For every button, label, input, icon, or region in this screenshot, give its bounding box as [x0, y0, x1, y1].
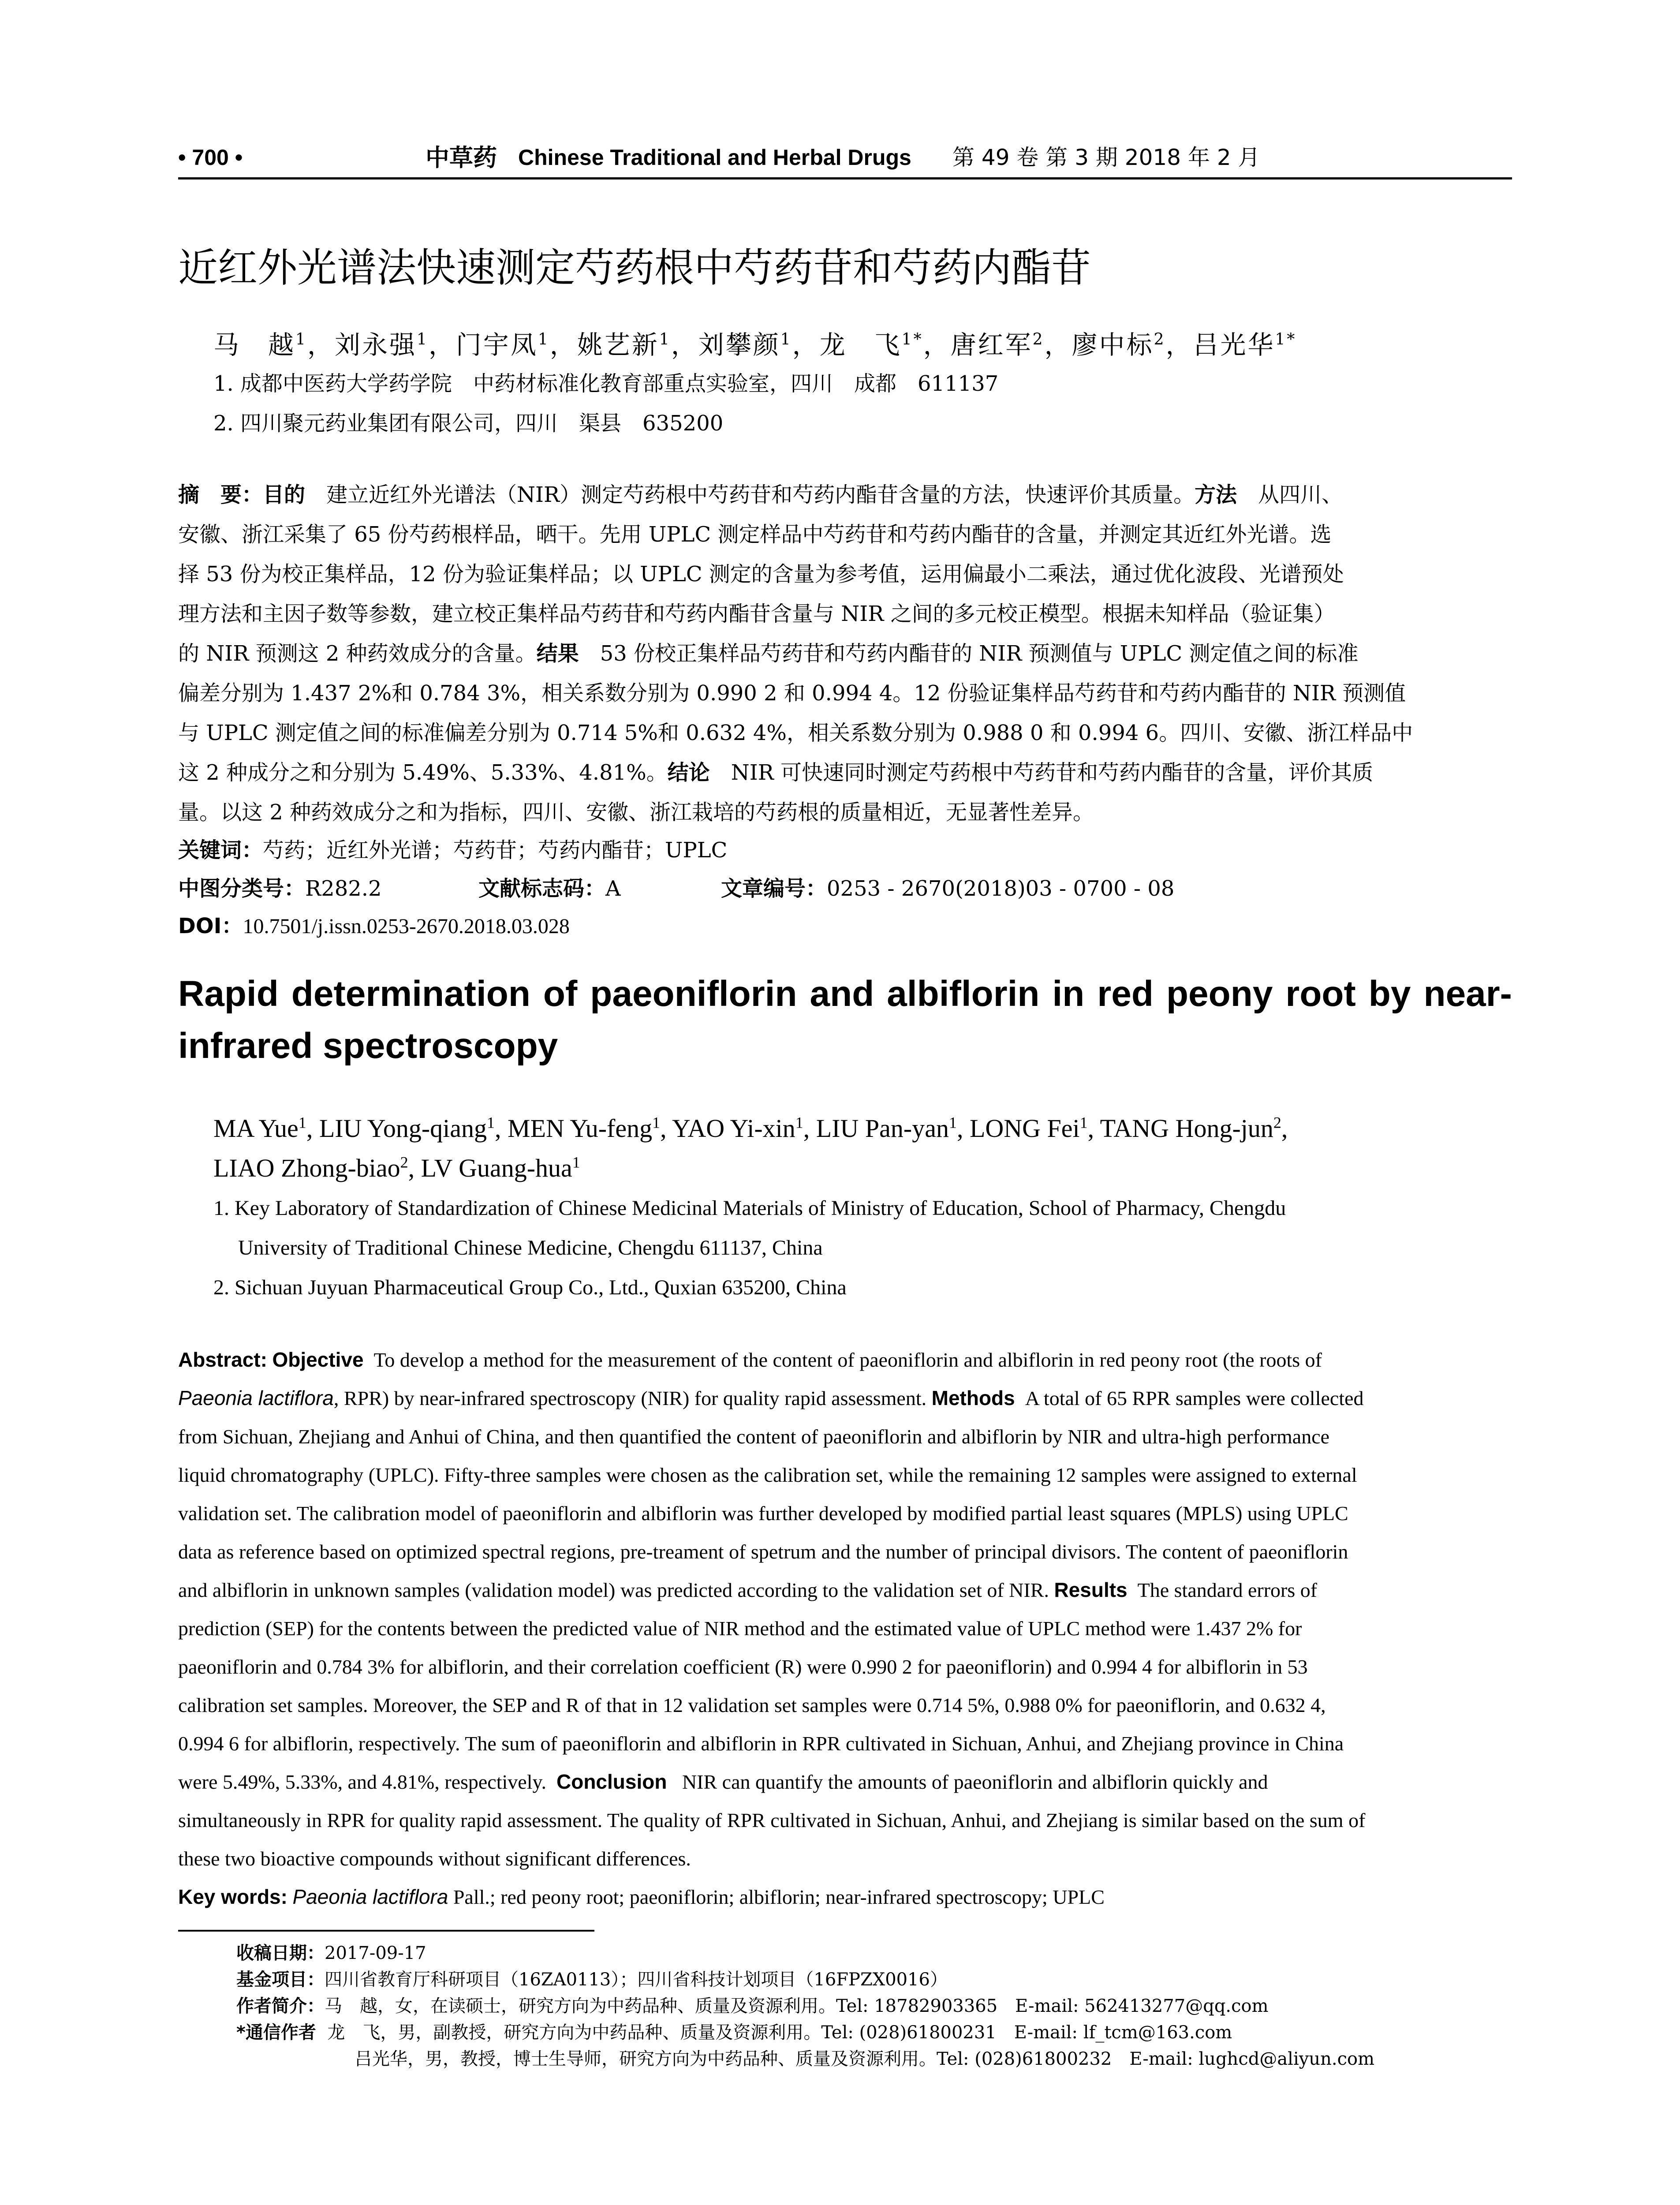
author-en: MEN Yu-feng$^1$ — [508, 1114, 661, 1143]
footnote-author: 作者简介：马 越，女，在读硕士，研究方向为中药品种、质量及资源利用。Tel: 18782903365 E-mail: 562413277@qq.com — [236, 1996, 1269, 2016]
abstract-en-line-12: were 5.49%, 5.33%, and 4.81%, respectively. Conclusion NIR can quantify the amounts of paeoniflorin and albiflorin quickly and — [178, 1770, 1268, 1793]
keywords-en: Key words: Paeonia lactiflora Pall.; red peony root; paeoniflorin; albiflorin; near-infrared spectroscopy; UPLC — [178, 1885, 1105, 1908]
journal-issue: 第 49 卷 第 3 期 2018 年 2 月 — [952, 145, 1260, 170]
journal-name: Chinese Traditional and Herbal Drugs — [518, 145, 911, 170]
abstract-en-line-13: simultaneously in RPR for quality rapid assessment. The quality of RPR cultivated in Sichuan, Anhui, and Zhejiang is similar based on the sum of — [178, 1809, 1366, 1831]
abstract-en-label: Abstract: — [178, 1348, 267, 1371]
abstract-en-line-4: liquid chromatography (UPLC). Fifty-three samples were chosen as the calibration set, while the remaining 12 samples were assigned to external — [178, 1464, 1357, 1486]
abstract-en-line-11: 0.994 6 for albiflorin, respectively. The sum of paeoniflorin and albiflorin in RPR cultivated in Sichuan, Anhui, and Zhejiang province in China — [178, 1732, 1344, 1755]
author-cn: 门宇凤$^1$ — [455, 330, 550, 360]
author-en: MA Yue$^1$ — [213, 1114, 306, 1143]
methods-cn-label: 方法 — [1195, 482, 1237, 507]
affiliation-en-1-cont: University of Traditional Chinese Medicine, Chengdu 611137, China — [238, 1236, 823, 1259]
abstract-cn-line-1: 摘 要：目的 建立近红外光谱法（NIR）测定芍药根中芍药苷和芍药内酯苷含量的方法，快速评价其质量。方法 从四川、 — [178, 482, 1343, 507]
abstract-en-line-10: calibration set samples. Moreover, the SEP and R of that in 12 validation set samples were 0.714 5%, 0.988 0% for paeoniflorin, and 0.632 4, — [178, 1694, 1326, 1716]
header-rule — [178, 177, 1512, 179]
author-cn: 廖中标$^2$ — [1071, 330, 1166, 360]
author-en: YAO Yi-xin$^1$ — [672, 1114, 803, 1143]
footnote-received: 收稿日期：2017-09-17 — [236, 1943, 426, 1963]
abstract-cn-line-6: 偏差分别为 1.437 2%和 0.784 3%，相关系数分别为 0.990 2 和 0.994 4。12 份验证集样品芍药苷和芍药内酯苷的 NIR 预测值 — [178, 681, 1406, 706]
footnote-fund: 基金项目：四川省教育厅科研项目（16ZA0113）；四川省科技计划项目（16FPZX0016） — [236, 1970, 948, 1990]
results-cn-label: 结果 — [536, 641, 579, 666]
abstract-cn-line-5: 的 NIR 预测这 2 种药效成分的含量。结果 53 份校正集样品芍药苷和芍药内酯苷的 NIR 预测值与 UPLC 测定值之间的标准 — [178, 641, 1359, 666]
article-number: 文章编号：0253 - 2670(2018)03 - 0700 - 08 — [721, 876, 1175, 901]
page-number: • 700 • — [178, 145, 243, 170]
objective-en-label: Objective — [272, 1348, 364, 1371]
keywords-cn: 关键词：芍药；近红外光谱；芍药苷；芍药内酯苷；UPLC — [178, 838, 728, 863]
author-cn: 刘永强$^1$ — [334, 330, 429, 360]
results-en-label: Results — [1054, 1578, 1127, 1601]
abstract-en-line-8: prediction (SEP) for the contents between the predicted value of NIR method and the estimated value of UPLC method were 1.437 2% for — [178, 1617, 1302, 1640]
footnote-corresponding-2: 吕光华，男，教授，博士生导师，研究方向为中药品种、质量及资源利用。Tel: (028)61800232 E-mail: lughcd@aliyun.com — [355, 2049, 1375, 2069]
objective-cn-label: 目的 — [263, 482, 306, 507]
footnote-corresponding: *通信作者 龙 飞，男，副教授，研究方向为中药品种、质量及资源利用。Tel: (028)61800231 E-mail: lf_tcm@163.com — [236, 2022, 1232, 2043]
conclusion-en-label: Conclusion — [556, 1770, 667, 1793]
methods-en-label: Methods — [931, 1387, 1015, 1409]
authors-english-line-1: MA Yue$^1$, LIU Yong-qiang$^1$, MEN Yu-feng$^1$, YAO Yi-xin$^1$, LIU Pan-yan$^1$, LONG Fei$^1$, TANG Hong-jun$^2$, — [213, 1114, 1288, 1143]
authors-english-line-2: LIAO Zhong-biao$^2$, LV Guang-hua$^1$ — [213, 1154, 580, 1183]
abstract-en-line-1: Abstract: Objective To develop a method for the measurement of the content of paeoniflorin and albiflorin in red peony root (the roots of — [178, 1348, 1322, 1371]
abstract-en-line-9: paeoniflorin and 0.784 3% for albiflorin, and their correlation coefficient (R) were 0.990 2 for paeoniflorin) and 0.994 4 for albiflorin in 53 — [178, 1656, 1308, 1678]
affiliation-cn-2: 2. 四川聚元药业集团有限公司，四川 渠县 635200 — [213, 411, 724, 436]
affiliation-cn-1: 1. 成都中医药大学药学院 中药材标准化教育部重点实验室，四川 成都 611137 — [213, 371, 999, 396]
abstract-cn-line-7: 与 UPLC 测定值之间的标准偏差分别为 0.714 5%和 0.632 4%，相关系数分别为 0.988 0 和 0.994 6。四川、安徽、浙江样品中 — [178, 721, 1413, 745]
author-cn: 龙 飞$^{1*}$ — [819, 330, 923, 360]
abstract-cn-line-2: 安徽、浙江采集了 65 份芍药根样品，晒干。先用 UPLC 测定样品中芍药苷和芍药内酯苷的含量，并测定其近红外光谱。选 — [178, 522, 1332, 547]
conclusion-cn-label: 结论 — [667, 760, 710, 785]
author-cn: 吕光华$^{1*}$ — [1193, 330, 1297, 360]
author-en: LIAO Zhong-biao$^2$ — [213, 1154, 408, 1183]
abstract-cn-line-3: 择 53 份为校正集样品，12 份为验证集样品；以 UPLC 测定的含量为参考值，运用偏最小二乘法，通过优化波段、光谱预处 — [178, 562, 1344, 587]
abstract-en-line-7: and albiflorin in unknown samples (validation model) was predicted according to the validation set of NIR. Results The standard errors of — [178, 1578, 1318, 1601]
author-cn: 姚艺新$^1$ — [577, 330, 671, 360]
abstract-en-line-3: from Sichuan, Zhejiang and Anhui of China, and then quantified the content of paeoniflorin and albiflorin by NIR and ultra-high performance — [178, 1425, 1330, 1448]
author-cn: 唐红军$^2$ — [950, 330, 1045, 360]
author-en: LIU Pan-yan$^1$ — [816, 1114, 957, 1143]
author-cn: 马 越$^1$ — [213, 330, 307, 360]
classification-code: 中图分类号：R282.2 — [178, 876, 382, 901]
journal-logo: 中草药 — [426, 143, 497, 172]
abstract-en-line-5: validation set. The calibration model of paeoniflorin and albiflorin was further developed by modified partial least squares (MPLS) using UPLC — [178, 1502, 1348, 1525]
affiliation-en-2: 2. Sichuan Juyuan Pharmaceutical Group Co., Ltd., Quxian 635200, China — [213, 1276, 847, 1299]
author-en: TANG Hong-jun$^2$ — [1100, 1114, 1281, 1143]
footnote-rule — [178, 1930, 594, 1932]
author-en: LV Guang-hua$^1$ — [421, 1154, 580, 1183]
document-code: 文献标志码：A — [478, 876, 621, 901]
doi: DOI：10.7501/j.issn.0253-2670.2018.03.028 — [178, 914, 570, 938]
abstract-en-line-2: Paeonia lactiflora, RPR) by near-infrared spectroscopy (NIR) for quality rapid assessment. Methods A total of 65 RPR samples were collected — [178, 1387, 1364, 1409]
affiliation-en-1: 1. Key Laboratory of Standardization of Chinese Medicinal Materials of Ministry of Education, School of Pharmacy, Chengdu — [213, 1196, 1286, 1220]
abstract-cn-line-9: 量。以这 2 种药效成分之和为指标，四川、安徽、浙江栽培的芍药根的质量相近，无显著性差异。 — [178, 800, 1094, 825]
abstract-cn-line-8: 这 2 种成分之和分别为 5.49%、5.33%、4.81%。结论 NIR 可快速同时测定芍药根中芍药苷和芍药内酯苷的含量，评价其质 — [178, 760, 1374, 785]
title-english: Rapid determination of paeoniflorin and albiflorin in red peony root by near-infrared spectroscopy — [178, 974, 1512, 1066]
authors-chinese: 马 越$^1$，刘永强$^1$，门宇凤$^1$，姚艺新$^1$，刘攀颜$^1$，龙 飞$^{1*}$，唐红军$^2$，廖中标$^2$，吕光华$^{1*}$ — [213, 330, 1297, 360]
abstract-cn-line-4: 理方法和主因子数等参数，建立校正集样品芍药苷和芍药内酯苷含量与 NIR 之间的多元校正模型。根据未知样品（验证集） — [178, 602, 1335, 626]
abstract-cn-label: 摘 要： — [178, 482, 263, 507]
title-chinese: 近红外光谱法快速测定芍药根中芍药苷和芍药内酯苷 — [178, 245, 1091, 291]
author-en: LIU Yong-qiang$^1$ — [319, 1114, 495, 1143]
abstract-en-line-14: these two bioactive compounds without significant differences. — [178, 1847, 691, 1870]
author-cn: 刘攀颜$^1$ — [698, 330, 792, 360]
abstract-en-line-6: data as reference based on optimized spectral regions, pre-treament of spetrum and the number of principal divisors. The content of paeoniflorin — [178, 1540, 1348, 1563]
author-en: LONG Fei$^1$ — [969, 1114, 1088, 1143]
